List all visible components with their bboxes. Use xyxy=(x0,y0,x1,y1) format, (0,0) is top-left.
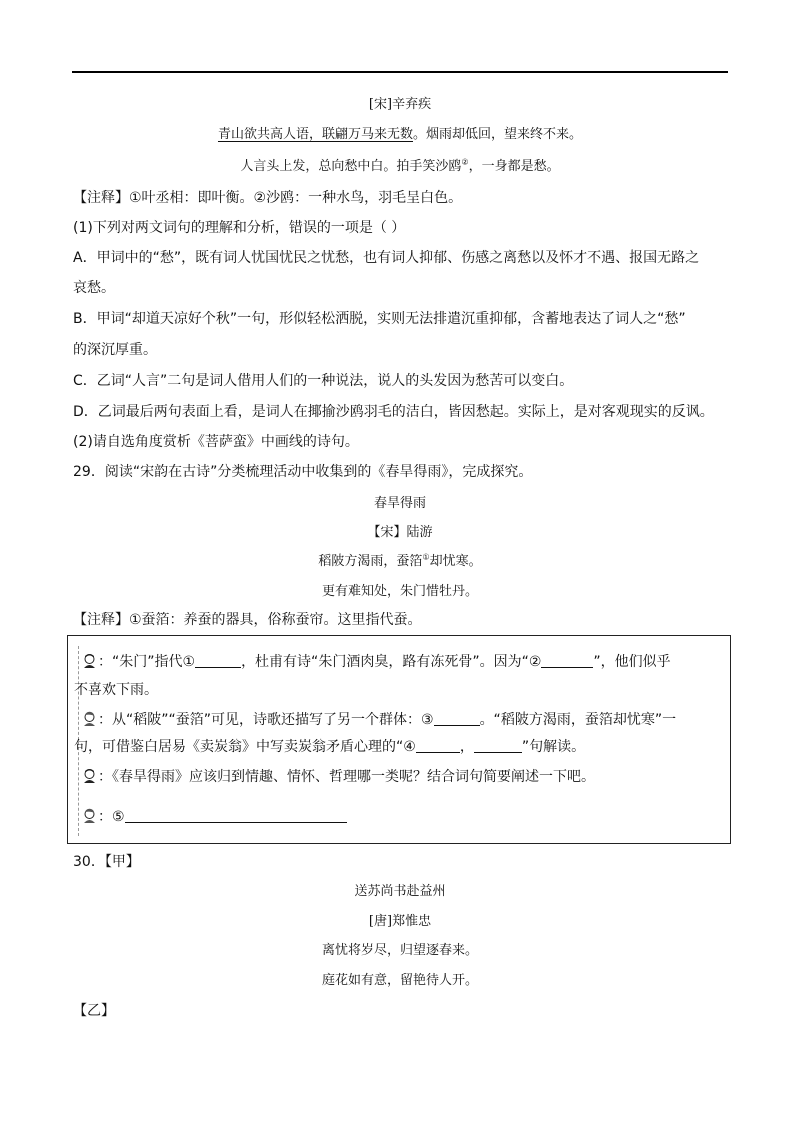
dialogue-text: ”，他们似乎 xyxy=(593,654,671,670)
poem-author: 【宋】陆游 xyxy=(367,525,433,540)
answer-blank-3[interactable] xyxy=(434,711,480,726)
poem-line: 庭花如有意，留艳待人开。 xyxy=(321,973,478,988)
sub-question-1: (1)下列对两文词句的理解和分析，错误的一项是（ ） xyxy=(73,220,406,236)
option-b-cont: 的深沉厚重。 xyxy=(73,342,157,358)
dialogue-text: ：从“稻陂”“蚕箔”可见，诗歌还描写了另一个群体：③ xyxy=(98,712,434,728)
answer-blank-1[interactable] xyxy=(195,653,241,668)
poem-line xyxy=(0,125,800,145)
annotation: 【注释】①叶丞相：即叶衡。②沙鸥：一种水鸟，羽毛呈白色。 xyxy=(73,190,463,206)
footnote-mark: ① xyxy=(422,552,430,562)
dialogue-text: ， xyxy=(459,739,474,755)
answer-blank-4b[interactable] xyxy=(474,738,522,753)
dialogue-text: ，杜甫有诗“朱门酒肉臭，路有冻死骨”。因为“② xyxy=(241,654,542,670)
option-a-cont: 哀愁。 xyxy=(73,280,115,296)
poem-text: ，一身都是愁。 xyxy=(468,159,560,174)
dialogue-text: ”句解读。 xyxy=(521,739,586,755)
footnote-mark: ② xyxy=(461,157,469,167)
section-yi-label: 【乙】 xyxy=(73,1003,115,1019)
dialogue-text: 。“稻陂方渴雨，蚕箔却忧寒”一 xyxy=(479,712,677,728)
poem-text: 却忧寒。 xyxy=(429,554,482,569)
dialogue-box xyxy=(67,635,731,844)
poem-line xyxy=(0,157,800,177)
student-avatar-icon xyxy=(82,768,97,783)
question-29-stem: 29．阅读“宋韵在古诗”分类梳理活动中收集到的《春旱得雨》，完成探究。 xyxy=(73,464,533,480)
answer-blank-2[interactable] xyxy=(541,653,593,668)
question-30-stem: 30．【甲】 xyxy=(73,854,140,870)
poem-text: 人言头上发，总向愁中白。拍手笑沙鸥 xyxy=(240,159,462,174)
dialogue-text: ：《春旱得雨》应该归到情趣、情怀、哲理哪一类呢？结合词句简要阐述一下吧。 xyxy=(98,769,595,785)
answer-blank-5[interactable] xyxy=(125,808,347,823)
poem-author: [宋]辛弃疾 xyxy=(368,97,432,112)
poem-line: 离忧将岁尽，归望逐春来。 xyxy=(321,943,478,958)
answer-blank-4a[interactable] xyxy=(416,738,460,753)
dialogue-line-4 xyxy=(82,807,347,827)
student-avatar-icon xyxy=(82,808,97,823)
poem-title: 送苏尚书赴益州 xyxy=(354,884,446,899)
dialogue-text: ：⑤ xyxy=(98,809,125,825)
poem-title: 春旱得雨 xyxy=(373,496,426,511)
student-avatar-icon xyxy=(82,711,97,726)
option-c[interactable]: C．乙词“人言”二句是词人借用人们的一种说法，说人的头发因为愁苦可以变白。 xyxy=(73,373,574,389)
annotation: 【注释】①蚕箔：养蚕的器具，俗称蚕帘。这里指代蚕。 xyxy=(73,612,422,628)
poem-line xyxy=(0,552,800,572)
poem-line: 更有难知处，朱门惜牡丹。 xyxy=(321,584,478,599)
poem-text: 。烟雨却低回，望来终不来。 xyxy=(413,127,583,142)
option-a[interactable]: A．甲词中的“愁”，既有词人忧国忧民之忧愁，也有词人抑郁、伤感之离愁以及怀才不遇、报国无路之 xyxy=(73,250,700,266)
dialogue-line-2-cont xyxy=(74,737,585,757)
dialogue-line-3 xyxy=(82,767,595,787)
poem-author: [唐]郑惟忠 xyxy=(368,914,432,929)
poem-text: 稻陂方渴雨，蚕箔 xyxy=(318,554,423,569)
option-d[interactable]: D．乙词最后两句表面上看，是词人在揶揄沙鸥羽毛的洁白，皆因愁起。实际上，是对客观现实的反讽。 xyxy=(73,404,714,420)
dialogue-text: 句，可借鉴白居易《卖炭翁》中写卖炭翁矛盾心理的“④ xyxy=(74,739,416,755)
sub-question-2: (2)请自选角度赏析《菩萨蛮》中画线的诗句。 xyxy=(73,434,359,450)
dialogue-line-1 xyxy=(82,652,671,672)
dialogue-text: ：“朱门”指代① xyxy=(98,654,196,670)
option-b[interactable]: B．甲词“却道天凉好个秋”一句，形似轻松洒脱，实则无法排遣沉重抑郁，含蓄地表达了词人之“愁” xyxy=(73,311,686,327)
underlined-verse: 青山欲共高人语，联翩万马来无数 xyxy=(217,127,413,142)
dialogue-line-1-cont: 不喜欢下雨。 xyxy=(74,682,158,698)
header-rule xyxy=(72,71,728,73)
dialogue-line-2 xyxy=(82,710,676,730)
student-avatar-icon xyxy=(82,653,97,668)
